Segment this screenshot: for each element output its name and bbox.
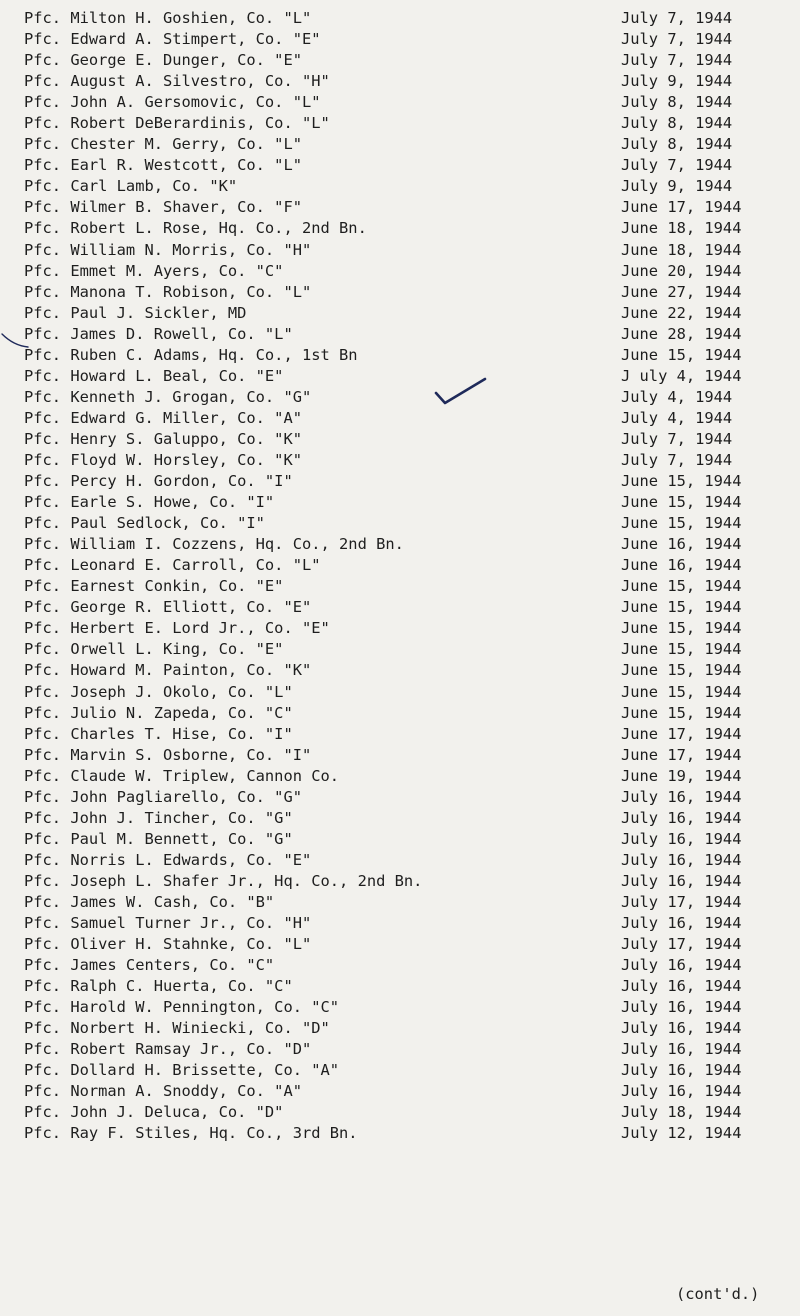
roster-row xyxy=(24,766,794,787)
roster-row xyxy=(24,261,794,282)
roster-row xyxy=(24,955,794,976)
soldier-name: Pfc. James W. Cash, Co. "B" xyxy=(24,892,275,911)
soldier-name: Pfc. Harold W. Pennington, Co. "C" xyxy=(24,998,340,1017)
soldier-name: Pfc. Edward A. Stimpert, Co. "E" xyxy=(24,30,321,49)
soldier-name: Pfc. Leonard E. Carroll, Co. "L" xyxy=(24,556,321,575)
roster-row xyxy=(24,92,794,113)
roster-row xyxy=(24,892,794,913)
soldier-name: Pfc. Paul J. Sickler, MD xyxy=(24,303,247,322)
date: July 16, 1944 xyxy=(621,977,742,996)
roster-list xyxy=(24,8,794,1145)
date: June 17, 1944 xyxy=(621,745,742,764)
date: July 16, 1944 xyxy=(621,998,742,1017)
roster-row xyxy=(24,724,794,745)
date: June 27, 1944 xyxy=(621,282,742,301)
soldier-name: Pfc. Milton H. Goshien, Co. "L" xyxy=(24,9,312,27)
date: July 8, 1944 xyxy=(621,93,733,112)
soldier-name: Pfc. Claude W. Triplew, Cannon Co. xyxy=(24,766,340,785)
roster-row xyxy=(24,534,794,555)
soldier-name: Pfc. Norris L. Edwards, Co. "E" xyxy=(24,850,312,869)
roster-row xyxy=(24,134,794,155)
roster-row xyxy=(24,492,794,513)
date: July 4, 1944 xyxy=(621,387,733,406)
date: July 17, 1944 xyxy=(621,935,742,954)
soldier-name: Pfc. George R. Elliott, Co. "E" xyxy=(24,598,312,617)
date: June 15, 1944 xyxy=(621,640,742,659)
soldier-name: Pfc. Earnest Conkin, Co. "E" xyxy=(24,577,284,596)
soldier-name: Pfc. George E. Dunger, Co. "E" xyxy=(24,51,302,70)
roster-row xyxy=(24,408,794,429)
margin-bracket-mark xyxy=(0,330,30,350)
roster-row xyxy=(24,387,794,408)
roster-row xyxy=(24,50,794,71)
roster-row xyxy=(24,618,794,639)
date: July 4, 1944 xyxy=(621,408,733,427)
checkmark-icon xyxy=(432,376,488,406)
roster-row xyxy=(24,471,794,492)
soldier-name: Pfc. William I. Cozzens, Hq. Co., 2nd Bn. xyxy=(24,535,404,554)
roster-row xyxy=(24,29,794,50)
date: July 18, 1944 xyxy=(621,1103,742,1122)
roster-row xyxy=(24,324,794,345)
soldier-name: Pfc. Carl Lamb, Co. "K" xyxy=(24,177,238,196)
date: June 15, 1944 xyxy=(621,619,742,638)
date: July 16, 1944 xyxy=(621,914,742,933)
soldier-name: Pfc. Robert Ramsay Jr., Co. "D" xyxy=(24,1040,312,1059)
date: June 15, 1944 xyxy=(621,577,742,596)
soldier-name: Pfc. Earle S. Howe, Co. "I" xyxy=(24,493,275,512)
date: July 8, 1944 xyxy=(621,135,733,154)
date: July 16, 1944 xyxy=(621,850,742,869)
roster-row xyxy=(24,429,794,450)
date: July 7, 1944 xyxy=(621,156,733,175)
date: J uly 4, 1944 xyxy=(621,366,742,385)
roster-row xyxy=(24,303,794,324)
roster-row xyxy=(24,597,794,618)
date: June 15, 1944 xyxy=(621,661,742,680)
soldier-name: Pfc. Robert DeBerardinis, Co. "L" xyxy=(24,114,330,133)
date: June 17, 1944 xyxy=(621,198,742,217)
soldier-name: Pfc. Ray F. Stiles, Hq. Co., 3rd Bn. xyxy=(24,1124,358,1143)
soldier-name: Pfc. Emmet M. Ayers, Co. "C" xyxy=(24,261,284,280)
roster-row xyxy=(24,913,794,934)
date: June 15, 1944 xyxy=(621,682,742,701)
date: July 8, 1944 xyxy=(621,114,733,133)
date: June 17, 1944 xyxy=(621,724,742,743)
date: July 9, 1944 xyxy=(621,177,733,196)
date: June 18, 1944 xyxy=(621,240,742,259)
roster-row xyxy=(24,745,794,766)
date: June 15, 1944 xyxy=(621,493,742,512)
date: July 7, 1944 xyxy=(621,30,733,49)
soldier-name: Pfc. Manona T. Robison, Co. "L" xyxy=(24,282,312,301)
soldier-name: Pfc. Joseph J. Okolo, Co. "L" xyxy=(24,682,293,701)
roster-row xyxy=(24,934,794,955)
soldier-name: Pfc. Howard M. Painton, Co. "K" xyxy=(24,661,312,680)
date: July 16, 1944 xyxy=(621,808,742,827)
date: July 7, 1944 xyxy=(621,450,733,469)
date: June 15, 1944 xyxy=(621,345,742,364)
soldier-name: Pfc. Henry S. Galuppo, Co. "K" xyxy=(24,429,302,448)
soldier-name: Pfc. John Pagliarello, Co. "G" xyxy=(24,787,302,806)
date: July 16, 1944 xyxy=(621,956,742,975)
date: June 18, 1944 xyxy=(621,219,742,238)
soldier-name: Pfc. Charles T. Hise, Co. "I" xyxy=(24,724,293,743)
roster-row xyxy=(24,513,794,534)
soldier-name: Pfc. Earl R. Westcott, Co. "L" xyxy=(24,156,302,175)
roster-row xyxy=(24,113,794,134)
soldier-name: Pfc. Ralph C. Huerta, Co. "C" xyxy=(24,977,293,996)
soldier-name: Pfc. John J. Deluca, Co. "D" xyxy=(24,1103,284,1122)
date: July 17, 1944 xyxy=(621,892,742,911)
roster-row xyxy=(24,218,794,239)
soldier-name: Pfc. William N. Morris, Co. "H" xyxy=(24,240,312,259)
soldier-name: Pfc. Paul Sedlock, Co. "I" xyxy=(24,514,265,533)
roster-row xyxy=(24,1039,794,1060)
date: June 20, 1944 xyxy=(621,261,742,280)
soldier-name: Pfc. Marvin S. Osborne, Co. "I" xyxy=(24,745,312,764)
roster-row xyxy=(24,282,794,303)
roster-row xyxy=(24,639,794,660)
roster-row xyxy=(24,1018,794,1039)
roster-row xyxy=(24,871,794,892)
date: July 16, 1944 xyxy=(621,871,742,890)
date: July 16, 1944 xyxy=(621,787,742,806)
roster-row xyxy=(24,829,794,850)
date: June 16, 1944 xyxy=(621,535,742,554)
roster-row xyxy=(24,71,794,92)
soldier-name: Pfc. John J. Tincher, Co. "G" xyxy=(24,808,293,827)
soldier-name: Pfc. Norman A. Snoddy, Co. "A" xyxy=(24,1082,302,1101)
roster-row xyxy=(24,240,794,261)
roster-row xyxy=(24,155,794,176)
soldier-name: Pfc. Oliver H. Stahnke, Co. "L" xyxy=(24,935,312,954)
roster-row xyxy=(24,555,794,576)
soldier-name: Pfc. Wilmer B. Shaver, Co. "F" xyxy=(24,198,302,217)
date: July 16, 1944 xyxy=(621,1019,742,1038)
roster-row xyxy=(24,808,794,829)
date: July 16, 1944 xyxy=(621,829,742,848)
roster-row xyxy=(24,1102,794,1123)
soldier-name: Pfc. Percy H. Gordon, Co. "I" xyxy=(24,472,293,491)
soldier-name: Pfc. Floyd W. Horsley, Co. "K" xyxy=(24,450,302,469)
date: June 16, 1944 xyxy=(621,556,742,575)
date: June 15, 1944 xyxy=(621,703,742,722)
soldier-name: Pfc. Paul M. Bennett, Co. "G" xyxy=(24,829,293,848)
soldier-name: Pfc. Samuel Turner Jr., Co. "H" xyxy=(24,914,312,933)
soldier-name: Pfc. Julio N. Zapeda, Co. "C" xyxy=(24,703,293,722)
soldier-name: Pfc. Robert L. Rose, Hq. Co., 2nd Bn. xyxy=(24,219,367,238)
soldier-name: Pfc. James Centers, Co. "C" xyxy=(24,956,275,975)
roster-row xyxy=(24,197,794,218)
roster-row xyxy=(24,450,794,471)
soldier-name: Pfc. Norbert H. Winiecki, Co. "D" xyxy=(24,1019,330,1038)
roster-row xyxy=(24,176,794,197)
date: June 15, 1944 xyxy=(621,472,742,491)
date: June 15, 1944 xyxy=(621,514,742,533)
date: June 15, 1944 xyxy=(621,598,742,617)
soldier-name: Pfc. Dollard H. Brissette, Co. "A" xyxy=(24,1061,340,1080)
date: July 16, 1944 xyxy=(621,1040,742,1059)
roster-row xyxy=(24,366,794,387)
date: July 16, 1944 xyxy=(621,1061,742,1080)
soldier-name: Pfc. John A. Gersomovic, Co. "L" xyxy=(24,93,321,112)
roster-row xyxy=(24,660,794,681)
date: July 7, 1944 xyxy=(621,429,733,448)
soldier-name: Pfc. Herbert E. Lord Jr., Co. "E" xyxy=(24,619,330,638)
roster-row xyxy=(24,8,794,29)
soldier-name: Pfc. Chester M. Gerry, Co. "L" xyxy=(24,135,302,154)
date: June 28, 1944 xyxy=(621,324,742,343)
soldier-name: Pfc. Joseph L. Shafer Jr., Hq. Co., 2nd Bn. xyxy=(24,871,423,890)
soldier-name: Pfc. August A. Silvestro, Co. "H" xyxy=(24,72,330,91)
date: July 9, 1944 xyxy=(621,72,733,91)
roster-row xyxy=(24,576,794,597)
date: July 16, 1944 xyxy=(621,1082,742,1101)
date: June 22, 1944 xyxy=(621,303,742,322)
date: July 7, 1944 xyxy=(621,51,733,70)
date: July 7, 1944 xyxy=(621,9,733,27)
soldier-name: Pfc. Orwell L. King, Co. "E" xyxy=(24,640,284,659)
date: June 19, 1944 xyxy=(621,766,742,785)
roster-row xyxy=(24,850,794,871)
roster-row xyxy=(24,1123,794,1144)
soldier-name: Pfc. Howard L. Beal, Co. "E" xyxy=(24,366,284,385)
roster-row xyxy=(24,787,794,808)
roster-row xyxy=(24,1081,794,1102)
roster-row xyxy=(24,682,794,703)
soldier-name: Pfc. James D. Rowell, Co. "L" xyxy=(24,324,293,343)
soldier-name: Pfc. Kenneth J. Grogan, Co. "G" xyxy=(24,387,312,406)
soldier-name: Pfc. Ruben C. Adams, Hq. Co., 1st Bn xyxy=(24,345,358,364)
roster-row xyxy=(24,997,794,1018)
roster-row xyxy=(24,1060,794,1081)
roster-row xyxy=(24,703,794,724)
roster-row xyxy=(24,345,794,366)
soldier-name: Pfc. Edward G. Miller, Co. "A" xyxy=(24,408,302,427)
date: July 12, 1944 xyxy=(621,1124,742,1143)
roster-row xyxy=(24,976,794,997)
continued-note: (cont'd.) xyxy=(676,1285,760,1303)
